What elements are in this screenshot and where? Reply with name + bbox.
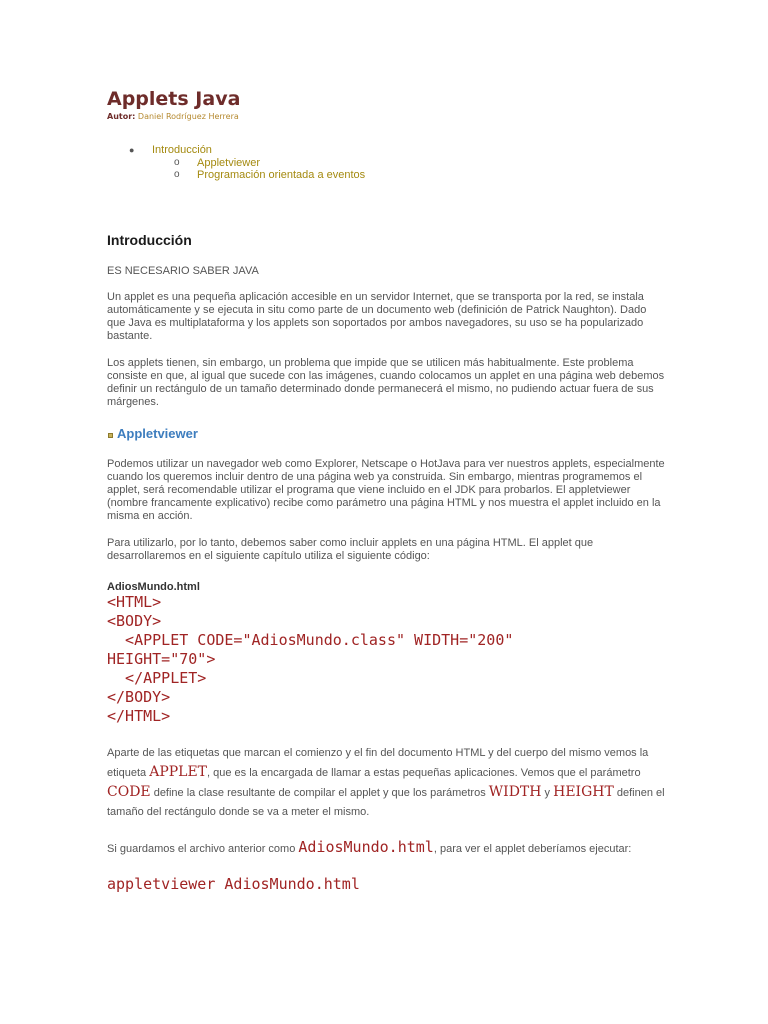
intro-paragraph-2: Los applets tienen, sin embargo, un problema que impide que se utilicen más habitualmente. Este problema consiste en que, al igual que sucede con las imágenes, cuando colocamos un applet en una página web debemos definir un rectángulo de un tamaño determinado donde permanecerá el mismo, no pudiendo actuar fuera de sus márgenes. [107, 356, 665, 408]
inline-code-filename: AdiosMundo.html [298, 837, 434, 856]
text-run: , que es la encargada de llamar a estas pequeñas aplicaciones. Vemos que el parámetro [207, 766, 641, 779]
text-run: Si guardamos el archivo anterior como [107, 842, 299, 855]
inline-code-applet: APPLET [149, 763, 208, 780]
toc-item-eventos[interactable] [107, 169, 667, 182]
text-run: Aparte de las etiquetas que marcan el comienzo y el fin del documento HTML y del cuerpo del mismo vemos la etiqueta [107, 746, 649, 779]
author-name: Daniel Rodríguez Herrera [137, 112, 239, 121]
bullet-circle-icon: o [174, 169, 180, 180]
section-heading-appletviewer-label: Appletviewer [117, 425, 198, 441]
appletviewer-paragraph-3 [107, 744, 667, 822]
text-run: y [541, 786, 554, 799]
inline-code-height: HEIGHT [553, 783, 614, 800]
appletviewer-paragraph-4 [107, 838, 667, 858]
text-run: definen el tamaño del rectángulo donde se va a meter el mismo. [107, 786, 665, 818]
code-file-title: AdiosMundo.html [107, 580, 200, 593]
inline-code-width: WIDTH [488, 783, 542, 800]
author-line [107, 112, 667, 122]
section-heading-introduccion: Introducción [107, 231, 192, 248]
bullet-disc-icon: ● [129, 145, 135, 155]
bullet-circle-icon: o [174, 156, 180, 168]
text-run: define la clase resultante de compilar el applet y que los parámetros [150, 786, 489, 799]
toc-link-introduccion[interactable]: Introducción [152, 144, 212, 156]
inline-code-code: CODE [107, 783, 151, 800]
toc-link-appletviewer[interactable]: Appletviewer [197, 156, 260, 169]
toc-link-eventos[interactable]: Programación orientada a eventos [197, 169, 366, 181]
intro-paragraph-1: Un applet es una pequeña aplicación accesible en un servidor Internet, que se transporta por la red, se instala automáticamente y se ejecuta in situ como parte de un documento web (definición de Patrick Naughton). Dado que Java es multiplataforma y los applets son soportados por ambos navegadores, su uso se ha popularizado bastante. [107, 290, 647, 342]
section-heading-appletviewer [107, 425, 667, 443]
table-of-contents [107, 144, 667, 182]
appletviewer-paragraph-1: Podemos utilizar un navegador web como Explorer, Netscape o HotJava para ver nuestros applets, especialmente cuando los queremos incluir dentro de una página web ya construida. Sin embargo, mientras programemos el applet, será recomendable utilizar el programa que viene incluido en el JDK para probarlos. El appletviewer (nombre francamente explicativo) recibe como parámetro una página HTML y nos muestra el applet incluido en la misma en acción. [107, 457, 665, 522]
document-title: Applets Java [107, 88, 241, 110]
appletviewer-paragraph-2: Para utilizarlo, por lo tanto, debemos saber como incluir applets en una página HTML. El applet que desarrollaremos en el siguiente capítulo utiliza el siguiente código: [107, 536, 594, 562]
caps-line: ES NECESARIO SABER JAVA [107, 264, 259, 277]
toc-item-appletviewer[interactable] [107, 157, 667, 170]
document-page [107, 86, 667, 894]
command-line: appletviewer AdiosMundo.html [107, 874, 360, 893]
text-run: , para ver el applet deberíamos ejecutar: [433, 842, 632, 855]
toc-item-introduccion[interactable] [107, 144, 667, 157]
bullet-square-icon [108, 433, 113, 438]
code-block: <HTML> <BODY> <APPLET CODE="AdiosMundo.class" WIDTH="200" HEIGHT="70"> </APPLET> </BODY> </HTML> [107, 592, 514, 725]
author-label: Autor: [107, 112, 136, 121]
